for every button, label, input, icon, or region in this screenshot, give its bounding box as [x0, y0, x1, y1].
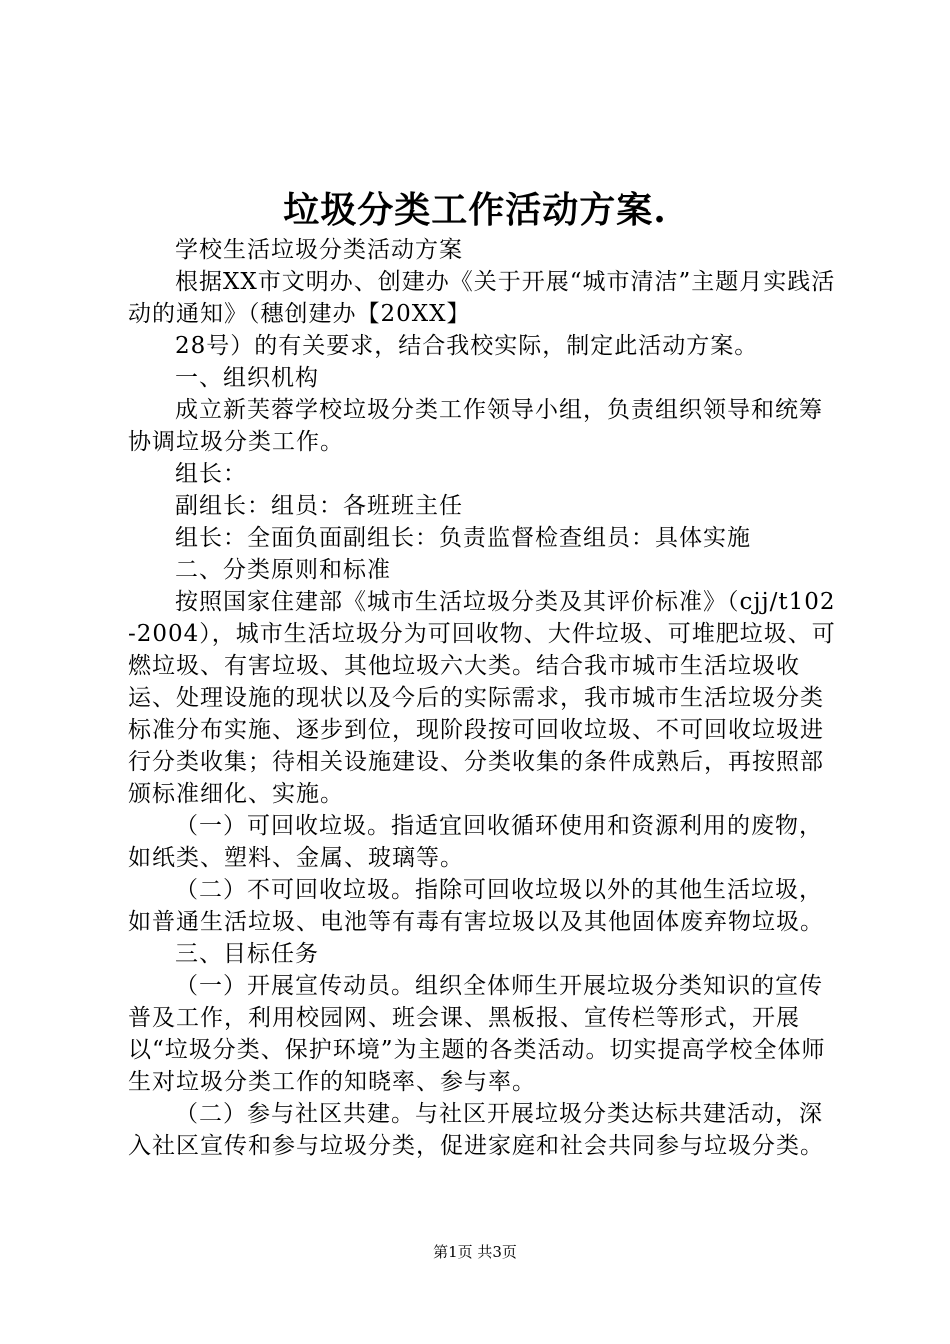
document-title: 垃圾分类工作活动方案.	[283, 189, 667, 231]
paragraph-organization: 成立新芙蓉学校垃圾分类工作领导小组，负责组织领导和统筹协调垃圾分类工作。	[128, 397, 823, 455]
section-heading-organization: 一、组织机构	[175, 365, 319, 391]
paragraph-non-recyclable: （二）不可回收垃圾。指除可回收垃圾以外的其他生活垃圾，如普通生活垃圾、电池等有毒有害垃圾以及其他固体废弃物垃圾。	[128, 877, 824, 935]
paragraph-publicity: （一）开展宣传动员。组织全体师生开展垃圾分类知识的宣传普及工作，利用校园网、班会课、黑板报、宣传栏等形式，开展以“垃圾分类、保护环境”为主题的各类活动。切实提高学校全体师生对垃圾分类工作的知晓率、参与率。	[128, 973, 826, 1095]
paragraph-recyclable: （一）可回收垃圾。指适宜回收循环使用和资源利用的废物，如纸类、塑料、金属、玻璃等。	[128, 813, 823, 871]
page-number-footer: 第1页 共3页	[433, 1243, 517, 1261]
paragraph-basis-continued: 28号）的有关要求，结合我校实际，制定此活动方案。	[175, 333, 759, 359]
paragraph-deputy-leader: 副组长：组员：各班班主任	[175, 493, 463, 519]
section-heading-goals: 三、目标任务	[175, 941, 319, 967]
paragraph-responsibilities: 组长：全面负面副组长：负责监督检查组员：具体实施	[175, 525, 751, 551]
document-body	[128, 234, 836, 1162]
paragraph-leader: 组长：	[175, 461, 247, 487]
paragraph-principles: 按照国家住建部《城市生活垃圾分类及其评价标准》（cjj/t102-2004），城市生活垃圾分为可回收物、大件垃圾、可堆肥垃圾、可燃垃圾、有害垃圾、其他垃圾六大类。结合我市城市生活垃圾收运、处理设施的现状以及今后的实际需求，我市城市生活垃圾分类标准分布实施、逐步到位，现阶段按可回收垃圾、不可回收垃圾进行分类收集；待相关设施建设、分类收集的条件成熟后，再按照部颁标准细化、实施。	[128, 589, 836, 807]
paragraph-community: （二）参与社区共建。与社区开展垃圾分类达标共建活动，深入社区宣传和参与垃圾分类，促进家庭和社会共同参与垃圾分类。	[128, 1101, 824, 1159]
paragraph-basis: 根据XX市文明办、创建办《关于开展“城市清洁”主题月实践活动的通知》（穗创建办【20XX】	[128, 269, 836, 327]
section-heading-principles: 二、分类原则和标准	[175, 557, 391, 583]
paragraph-subtitle: 学校生活垃圾分类活动方案	[175, 237, 463, 263]
